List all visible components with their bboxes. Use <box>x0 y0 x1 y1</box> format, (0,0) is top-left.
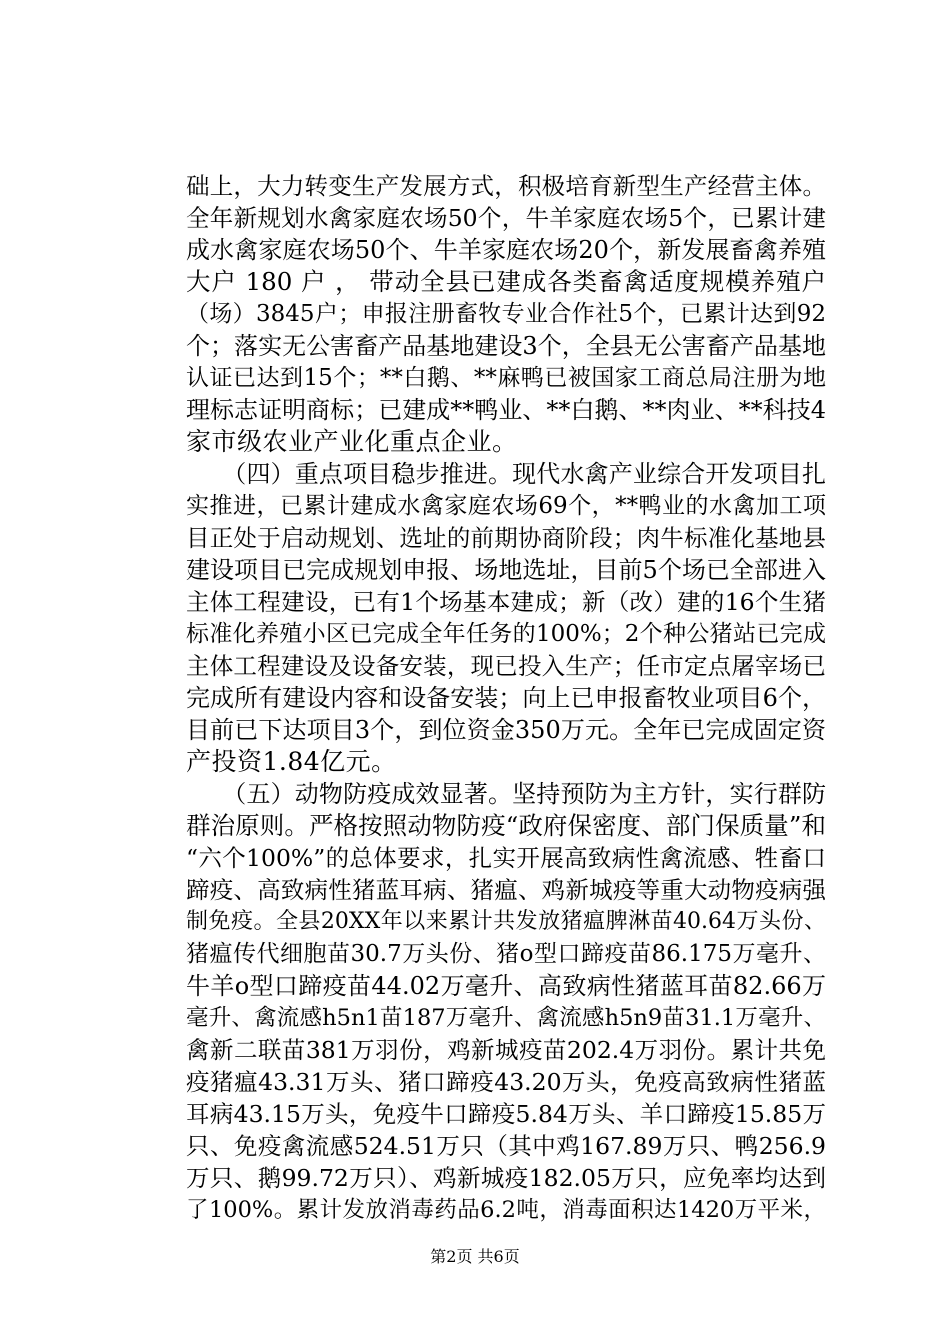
text-line: （五）动物防疫成效显著。坚持预防为主方针，实行群防 <box>186 780 826 808</box>
text-line: 毫升、禽流感h5n1苗187万毫升、禽流感h5n9苗31.1万毫升、 <box>186 1005 826 1031</box>
text-line: 主体工程建设，已有1个场基本建成；新（改）建的16个生猪 <box>186 588 826 616</box>
text-line: 实推进，已累计建成水禽家庭农场69个，**鸭业的水禽加工项 <box>186 493 826 519</box>
text-line: 猪瘟传代细胞苗30.7万头份、猪o型口蹄疫苗86.175万毫升、 <box>186 941 826 967</box>
text-line: 耳病43.15万头，免疫牛口蹄疫5.84万头、羊口蹄疫15.85万 <box>186 1100 826 1128</box>
document-body <box>186 170 826 1226</box>
page-number-footer: 第2页 共6页 <box>430 1247 520 1266</box>
text-line: 蹄疫、高致病性猪蓝耳病、猪瘟、鸡新城疫等重大动物疫病强 <box>186 876 826 904</box>
text-line: 万只、鹅99.72万只）、鸡新城疫182.05万只，应免率均达到 <box>186 1164 826 1192</box>
text-line: 成水禽家庭农场50个、牛羊家庭农场20个，新发展畜禽养殖 <box>186 236 826 264</box>
text-line: 础上，大力转变生产发展方式，积极培育新型生产经营主体。 <box>186 172 826 200</box>
text-line: 群治原则。严格按照动物防疫“政府保密度、部门保质量”和 <box>186 811 826 840</box>
text-line: 产投资1.84亿元。 <box>186 747 397 776</box>
text-line: 个；落实无公害畜产品基地建设3个，全县无公害畜产品基地 <box>186 332 826 360</box>
text-line: 牛羊o型口蹄疫苗44.02万毫升、高致病性猪蓝耳苗82.66万 <box>186 972 826 1000</box>
text-line: 了100%。累计发放消毒药品6.2吨，消毒面积达1420万平米， <box>186 1197 826 1223</box>
text-line: 禽新二联苗381万羽份，鸡新城疫苗202.4万羽份。累计共免 <box>186 1036 826 1064</box>
text-line: 疫猪瘟43.31万头、猪口蹄疫43.20万头，免疫高致病性猪蓝 <box>186 1068 826 1096</box>
text-line: 理标志证明商标；已建成**鸭业、**白鹅、**肉业、**科技4 <box>186 396 826 424</box>
text-line: 全年新规划水禽家庭农场50个，牛羊家庭农场5个，已累计建 <box>186 204 826 232</box>
text-line: （场）3845户；申报注册畜牧专业合作社5个，已累计达到92 <box>186 301 826 327</box>
text-line: 建设项目已完成规划申报、场地选址，目前5个场已全部进入 <box>186 556 826 584</box>
text-line: 标准化养殖小区已完成全年任务的100%；2个种公猪站已完成 <box>186 621 826 647</box>
text-line: 完成所有建设内容和设备安装；向上已申报畜牧业项目6个， <box>186 684 826 712</box>
text-line: 目前已下达项目3个，到位资金350万元。全年已完成固定资 <box>186 716 826 744</box>
text-line: 家市级农业产业化重点企业。 <box>186 427 518 456</box>
text-line: 大户 180 户 ， 带动全县已建成各类畜禽适度规模养殖户 <box>186 267 826 296</box>
text-line: 目正处于启动规划、选址的前期协商阶段；肉牛标准化基地县 <box>186 524 826 552</box>
text-line: （四）重点项目稳步推进。现代水禽产业综合开发项目扎 <box>186 460 826 488</box>
text-line: 只、免疫禽流感524.51万只（其中鸡167.89万只、鸭256.9 <box>186 1132 826 1160</box>
text-line: “六个100%”的总体要求，扎实开展高致病性禽流感、牲畜口 <box>186 844 826 872</box>
text-line: 主体工程建设及设备安装，现已投入生产；任市定点屠宰场已 <box>186 652 826 680</box>
text-line: 制免疫。全县20XX年以来累计共发放猪瘟脾淋苗40.64万头份、 <box>186 909 826 934</box>
text-line: 认证已达到15个；**白鹅、**麻鸭已被国家工商总局注册为地 <box>186 365 826 391</box>
